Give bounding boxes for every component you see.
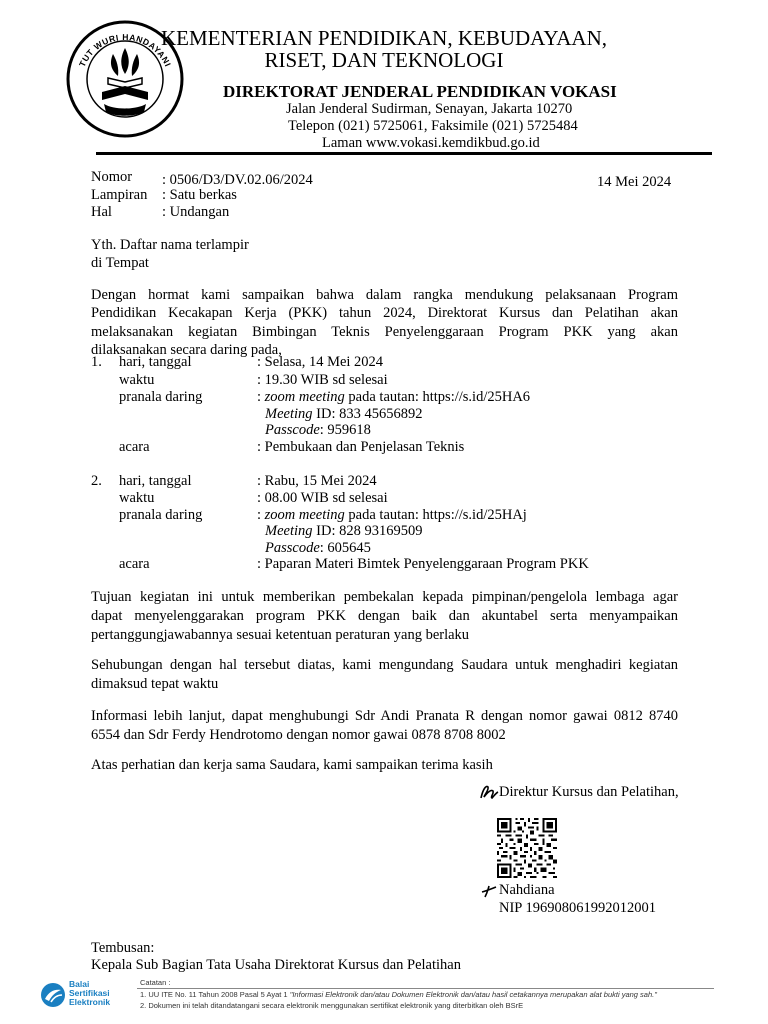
bsre-line1: Balai: [69, 979, 90, 989]
agenda-value: : Pembukaan dan Penjelasan Teknis: [257, 439, 465, 455]
nomor-label: Nomor: [91, 169, 133, 185]
intro-line: dilaksanakan secara daring pada,: [91, 341, 282, 358]
lampiran-value: : Satu berkas: [162, 187, 237, 203]
link-url: pada tautan: https://s.id/25HAj: [344, 507, 527, 523]
invite-line: Sehubungan dengan hal tersebut diatas, kami mengundang Saudara untuk menghadiri kegiatan: [91, 657, 678, 673]
info-line: Informasi lebih lanjut, dapat menghubungi Sdr Andi Pranata R dengan nomor gawai 0812 8740: [91, 708, 678, 724]
passcode-italic: Passcode: [265, 422, 320, 438]
meeting-italic: Meeting: [265, 406, 313, 422]
footer-note-2: 2. Dokumen ini telah ditandatangani secara elektronik menggunakan sertifikat elektronik yang diterbitkan oleh BSrE: [140, 1001, 524, 1010]
passcode: [265, 421, 371, 439]
info-paragraph: [91, 707, 678, 745]
link-url: pada tautan: https://s.id/25HA6: [344, 389, 531, 405]
bsre-name: [69, 980, 110, 1007]
link-italic: zoom meeting: [264, 389, 345, 405]
phone-fax: Telepon (021) 5725061, Faksimile (021) 5725484: [288, 118, 578, 134]
ministry-name-line1: KEMENTERIAN PENDIDIKAN, KEBUDAYAAN,: [160, 26, 608, 50]
time-value: : 19.30 WIB sd selesai: [257, 372, 388, 388]
link-prefix: :: [257, 389, 265, 405]
intro-line: Pendidikan Kecakapan Kerja (PKK) tahun 2024, Direktorat Kursus dan Pelatihan akan: [91, 305, 678, 322]
ministry-name-line2: RISET, DAN TEKNOLOGI: [264, 48, 504, 72]
passcode-italic: Passcode: [265, 540, 320, 556]
link-label: pranala daring: [119, 389, 203, 405]
closing-text: Atas perhatian dan kerja sama Saudara, kami sampaikan terima kasih: [91, 757, 493, 773]
logo-motto: TUT WURI HANDAYANI: [76, 31, 174, 69]
day-label: hari, tanggal: [119, 473, 192, 489]
signatory-name: Nahdiana: [499, 882, 555, 898]
footer-rule: [137, 988, 714, 989]
recipient-line2: di Tempat: [91, 255, 149, 271]
purpose-line: dapat menyelenggarakan program PKK dengan baik dan akuntabel serta menyampaikan: [91, 608, 678, 624]
zoom-link[interactable]: [257, 388, 530, 406]
footer-note-1: [140, 990, 657, 999]
nomor-value: : 0506/D3/DV.02.06/2024: [162, 172, 313, 188]
meeting-italic: Meeting: [265, 523, 313, 539]
schedule-number: 1.: [91, 354, 102, 370]
footer-catatan: Catatan :: [140, 978, 171, 987]
passcode-value: : 959618: [319, 422, 371, 438]
letterhead-rule: [96, 152, 712, 155]
purpose-line: Tujuan kegiatan ini untuk memberikan pembekalan kepada pimpinan/pengelola lembaga agar: [91, 589, 678, 605]
agenda-label: acara: [119, 556, 150, 572]
intro-paragraph: [91, 286, 678, 359]
purpose-paragraph: [91, 588, 678, 645]
intro-line: Dengan hormat kami sampaikan bahwa dalam rangka mendukung pelaksanaan Program: [91, 287, 678, 303]
website: Laman www.vokasi.kemdikbud.go.id: [322, 135, 540, 151]
letter-date: 14 Mei 2024: [597, 174, 672, 190]
note1-plain: 1. UU ITE No. 11 Tahun 2008 Pasal 5 Ayat 1: [140, 990, 290, 999]
signature-initial-icon: [479, 783, 499, 801]
cc-line: Kepala Sub Bagian Tata Usaha Direktorat Kursus dan Pelatihan: [91, 957, 461, 973]
agenda-label: acara: [119, 439, 150, 455]
hal-label: Hal: [91, 204, 112, 220]
note1-italic: "Informasi Elektronik dan/atau Dokumen Elektronik dan/atau hasil cetakannya merupakan alat bukti yang sah.": [289, 990, 657, 999]
hal-value: : Undangan: [162, 204, 230, 220]
time-value: : 08.00 WIB sd selesai: [257, 490, 388, 506]
intro-line: melaksanakan kegiatan Bimbingan Teknis Penyelenggaraan Program PKK yang akan: [91, 323, 678, 340]
day-value: : Rabu, 15 Mei 2024: [257, 473, 377, 489]
passcode-value: : 605645: [319, 540, 371, 556]
meeting-id: [265, 522, 422, 540]
bsre-line2: Sertifikasi: [69, 988, 110, 998]
day-value: : Selasa, 14 Mei 2024: [257, 354, 384, 370]
time-label: waktu: [119, 490, 155, 506]
invite-paragraph: [91, 656, 678, 694]
purpose-line: pertanggungjawabannya sesuai ketentuan peraturan yang berlaku: [91, 627, 470, 643]
meeting-id-value: ID: 833 45656892: [312, 406, 423, 422]
signature-mark-icon: [481, 884, 497, 898]
address: Jalan Jenderal Sudirman, Senayan, Jakarta 10270: [286, 101, 573, 117]
schedule-number: 2.: [91, 473, 102, 489]
link-prefix: :: [257, 507, 265, 523]
day-label: hari, tanggal: [119, 354, 192, 370]
agenda-value: : Paparan Materi Bimtek Penyelenggaraan Program PKK: [257, 556, 589, 572]
directorate-name: DIREKTORAT JENDERAL PENDIDIKAN VOKASI: [223, 82, 617, 101]
time-label: waktu: [119, 372, 155, 388]
link-italic: zoom meeting: [264, 507, 345, 523]
meeting-id-value: ID: 828 93169509: [312, 523, 423, 539]
signatory-nip: NIP 196908061992012001: [499, 900, 656, 916]
bsre-logo-icon: [40, 982, 66, 1008]
cc-label: Tembusan:: [91, 940, 155, 956]
recipient-line1: Yth. Daftar nama terlampir: [91, 237, 249, 253]
signatory-title: Direktur Kursus dan Pelatihan,: [499, 784, 679, 800]
link-label: pranala daring: [119, 507, 203, 523]
lampiran-label: Lampiran: [91, 187, 148, 203]
invite-line: dimaksud tepat waktu: [91, 676, 219, 692]
info-line: 6554 dan Sdr Ferdy Hendrotomo dengan nomor gawai 0878 8708 8002: [91, 727, 506, 743]
qr-code-icon: [497, 818, 557, 878]
bsre-line3: Elektronik: [69, 997, 111, 1007]
